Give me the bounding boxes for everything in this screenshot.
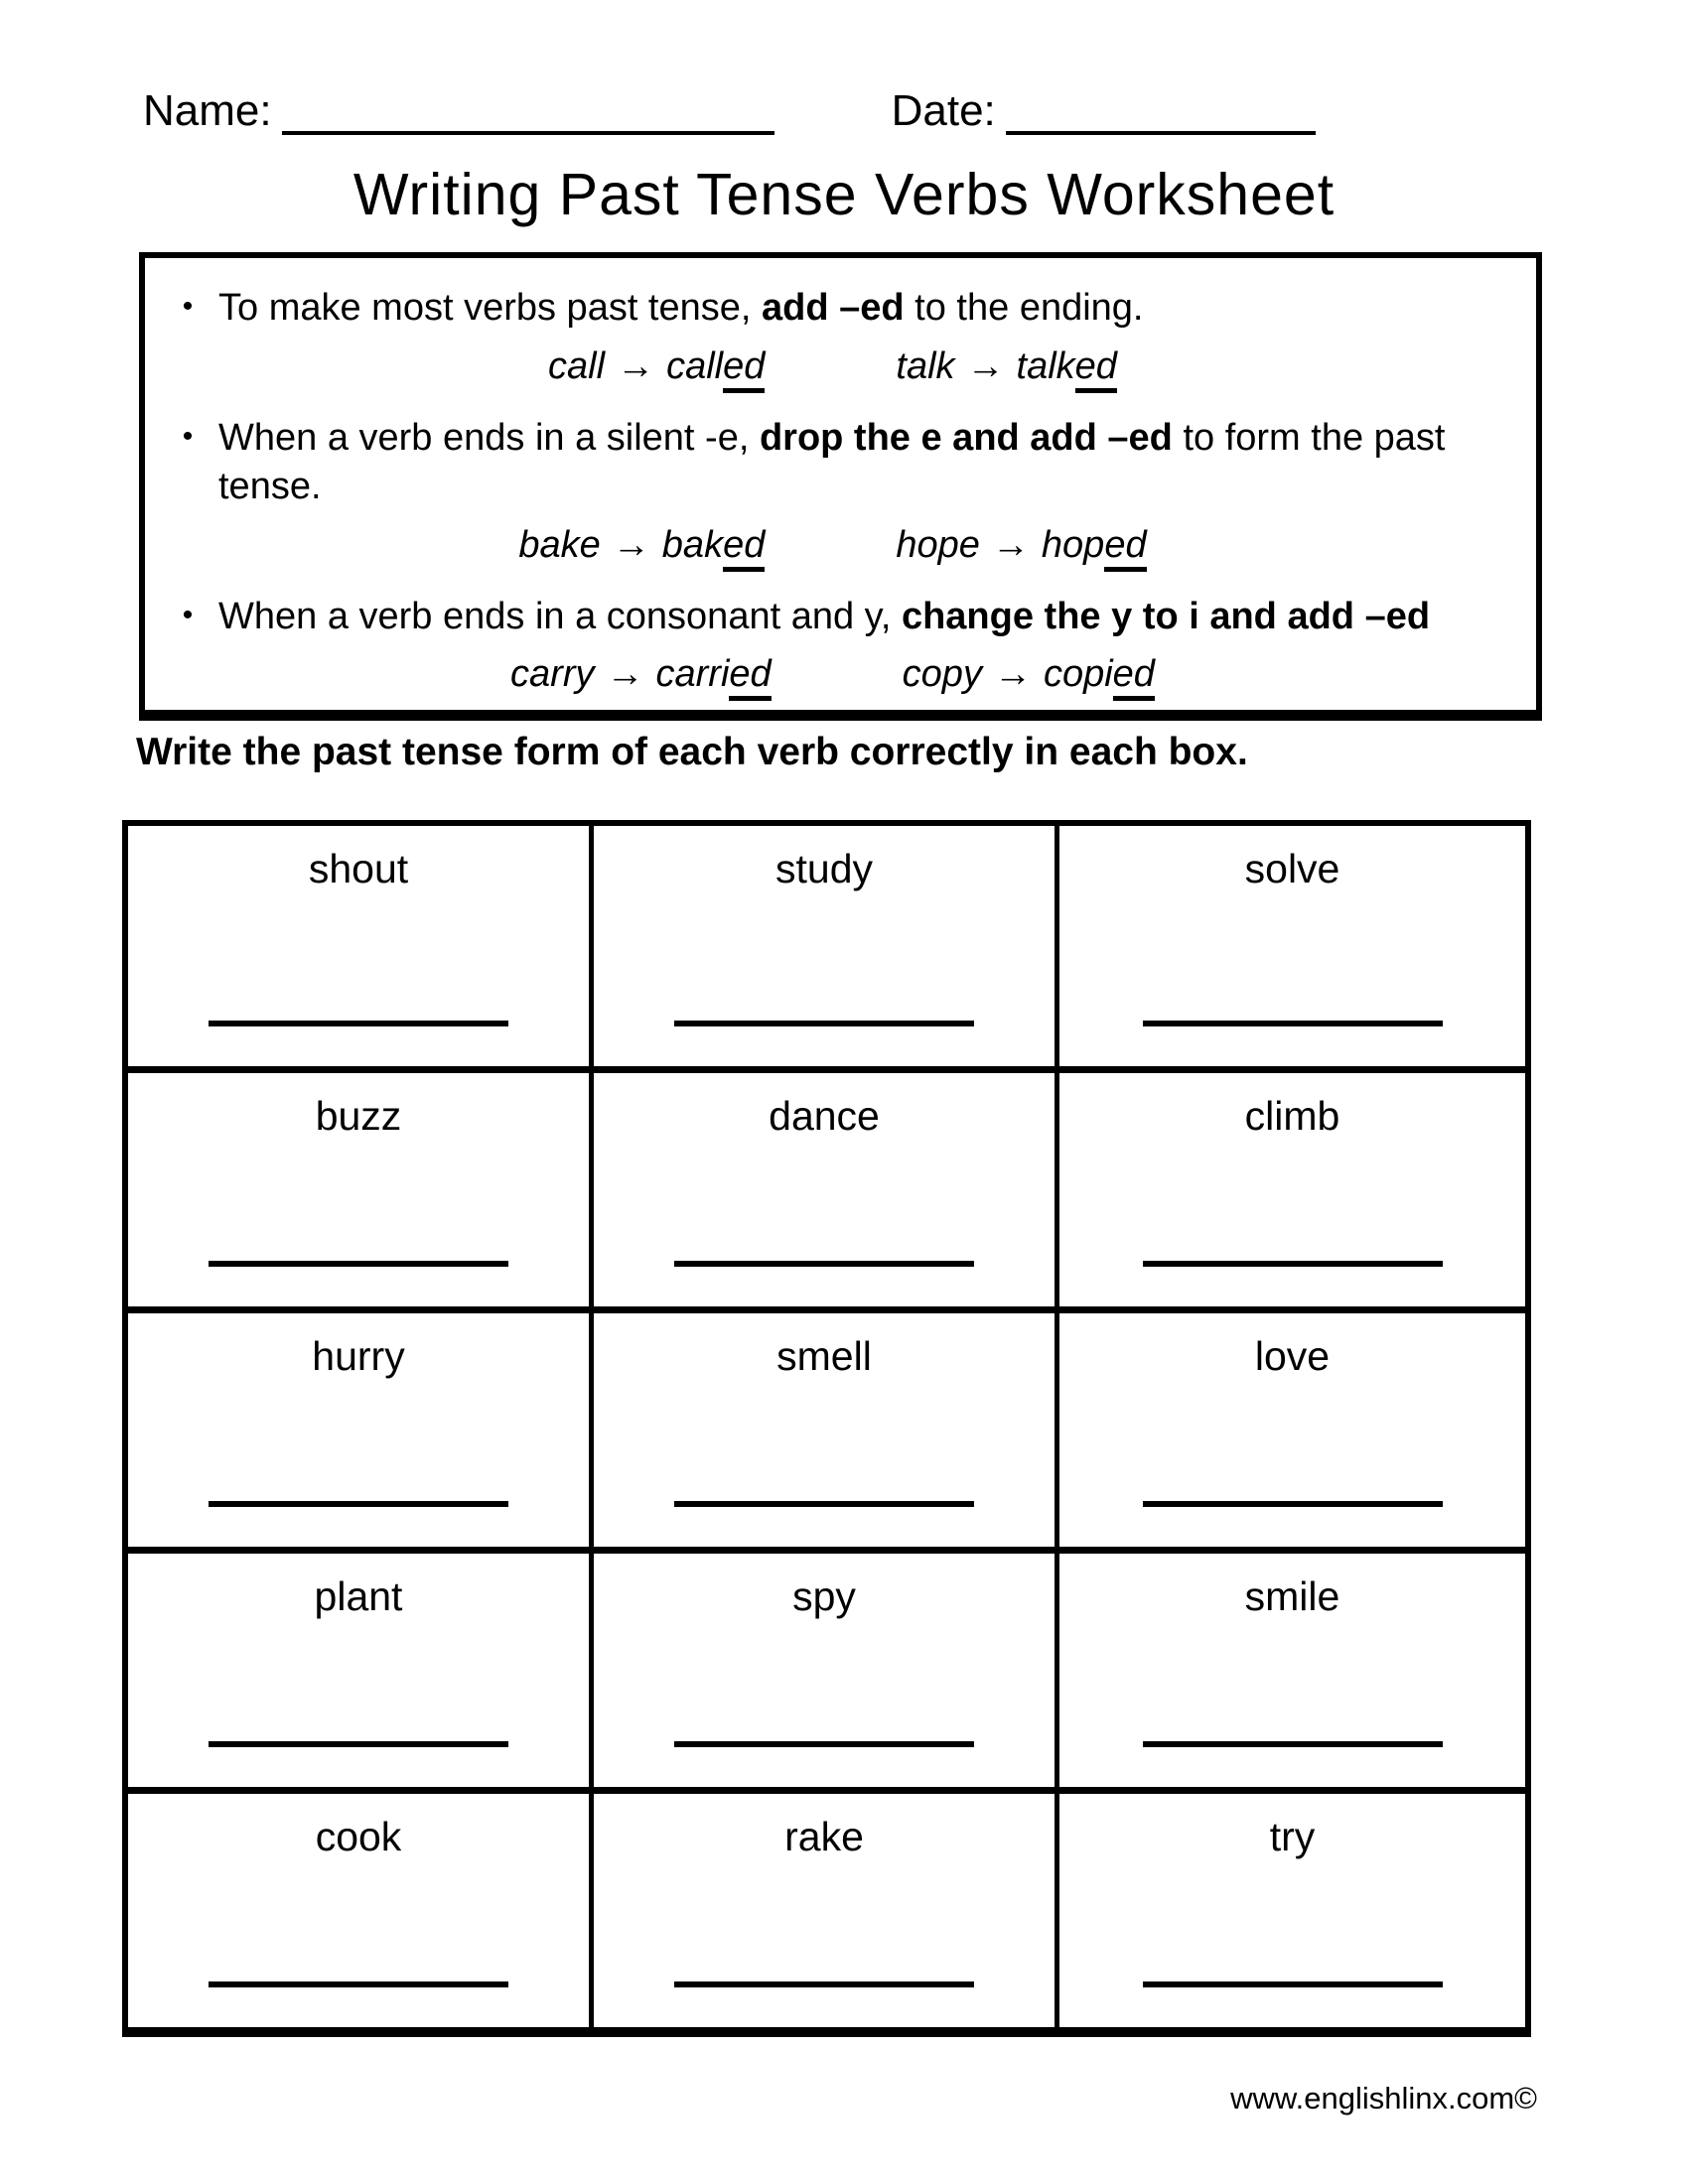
example	[510, 653, 772, 696]
answer-line	[209, 1261, 508, 1267]
verb-cell	[594, 1306, 1059, 1547]
example-past-stem: talk	[1016, 344, 1075, 387]
date-label: Date:	[891, 86, 996, 135]
verb-label: shout	[308, 845, 409, 891]
verb-cell	[1059, 1066, 1525, 1306]
rule-examples	[157, 524, 1508, 567]
example	[896, 345, 1117, 388]
verb-label: plant	[314, 1572, 403, 1619]
verb-label: love	[1254, 1332, 1331, 1379]
example-past	[662, 524, 766, 572]
arrow-icon: →	[617, 344, 655, 387]
verb-label: cook	[315, 1813, 402, 1859]
verb-cell	[1059, 1787, 1525, 2027]
arrow-icon: →	[612, 523, 650, 566]
example	[548, 345, 765, 388]
example-past	[1042, 524, 1147, 572]
example-past-ending: ed	[1104, 524, 1146, 572]
rule-text-bold: add –ed	[762, 287, 905, 330]
rule-silent-e	[157, 414, 1508, 512]
verb-label: buzz	[315, 1092, 402, 1139]
verb-cell	[594, 1787, 1059, 2027]
rule-text-pre: When a verb ends in a consonant and y,	[218, 595, 902, 637]
example-past-ending: ed	[1075, 345, 1117, 393]
verb-cell	[1059, 1306, 1525, 1547]
date-line	[1006, 87, 1316, 135]
verb-label: rake	[784, 1813, 864, 1859]
bullet-icon	[157, 414, 218, 512]
example-past-stem: copi	[1043, 652, 1113, 695]
rule-examples	[157, 345, 1508, 388]
bullet-icon	[157, 284, 218, 333]
verb-cell	[128, 826, 594, 1066]
answer-line	[209, 1021, 508, 1026]
instruction-text: Write the past tense form of each verb correctly in each box.	[136, 730, 1248, 773]
example-base: bake	[518, 523, 601, 566]
answer-line	[674, 1261, 974, 1267]
example-past-stem: carri	[655, 652, 730, 695]
example-past	[1044, 653, 1155, 701]
example-base: talk	[896, 344, 955, 387]
example-past	[1017, 345, 1117, 393]
example-past-stem: bak	[661, 523, 724, 566]
verb-label: spy	[792, 1572, 856, 1619]
verb-label: smell	[776, 1332, 872, 1379]
example-past	[656, 653, 772, 701]
rule-text-bold: drop the e and add –ed	[759, 416, 1173, 459]
verb-label: dance	[769, 1092, 880, 1139]
bullet-icon	[157, 593, 218, 641]
rule-text	[218, 284, 1508, 333]
rule-text-post: to form the past tense.	[218, 416, 1446, 508]
verb-grid	[122, 820, 1531, 2037]
example	[896, 524, 1146, 567]
name-line	[282, 87, 774, 135]
rule-text-bold: change the y to i and add –ed	[901, 595, 1431, 637]
answer-line	[1143, 1261, 1443, 1267]
answer-line	[1143, 1981, 1443, 1987]
example-past	[666, 345, 765, 393]
rule-text-pre: To make most verbs past tense,	[218, 287, 763, 330]
verb-cell	[1059, 1547, 1525, 1787]
verb-cell	[128, 1066, 594, 1306]
example-base: call	[548, 344, 606, 387]
example-base: hope	[896, 523, 980, 566]
verb-label: study	[775, 845, 873, 891]
answer-line	[674, 1501, 974, 1507]
example-base: carry	[510, 652, 595, 695]
example	[903, 653, 1155, 696]
page-title: Writing Past Tense Verbs Worksheet	[352, 162, 1336, 228]
verb-label: try	[1269, 1813, 1316, 1859]
answer-line	[674, 1741, 974, 1747]
answer-line	[1143, 1021, 1443, 1026]
verb-cell	[594, 826, 1059, 1066]
answer-line	[674, 1021, 974, 1026]
rule-examples	[157, 653, 1508, 696]
verb-cell	[128, 1787, 594, 2027]
verb-cell	[128, 1306, 594, 1547]
rule-text	[218, 414, 1508, 512]
verb-label: hurry	[312, 1332, 405, 1379]
rule-add-ed	[157, 284, 1508, 333]
answer-line	[209, 1741, 508, 1747]
answer-line	[674, 1981, 974, 1987]
rule-text	[218, 593, 1508, 641]
verb-cell	[594, 1066, 1059, 1306]
header-row	[143, 87, 1549, 135]
rules-box	[139, 252, 1542, 721]
rule-text-post: to the ending.	[904, 287, 1144, 330]
example-past-stem: hop	[1041, 523, 1105, 566]
rule-consonant-y	[157, 593, 1508, 641]
name-label: Name:	[143, 86, 272, 135]
rule-text-pre: When a verb ends in a silent -e,	[218, 416, 760, 459]
arrow-icon: →	[966, 344, 1005, 387]
verb-label: climb	[1244, 1092, 1340, 1139]
arrow-icon: →	[993, 652, 1032, 695]
example-past-ending: ed	[729, 653, 771, 701]
example-past-ending: ed	[1113, 653, 1155, 701]
example-base: copy	[902, 652, 982, 695]
example-past-stem: call	[666, 344, 724, 387]
arrow-icon: →	[606, 652, 644, 695]
answer-line	[1143, 1501, 1443, 1507]
site-credit: www.englishlinx.com©	[1230, 2080, 1537, 2116]
verb-cell	[128, 1547, 594, 1787]
answer-line	[209, 1981, 508, 1987]
answer-line	[209, 1501, 508, 1507]
verb-label: smile	[1244, 1572, 1340, 1619]
example	[518, 524, 765, 567]
example-past-ending: ed	[723, 345, 765, 393]
answer-line	[1143, 1741, 1443, 1747]
example-past-ending: ed	[723, 524, 765, 572]
verb-label: solve	[1244, 845, 1340, 891]
arrow-icon: →	[991, 523, 1030, 566]
verb-cell	[594, 1547, 1059, 1787]
verb-cell	[1059, 826, 1525, 1066]
